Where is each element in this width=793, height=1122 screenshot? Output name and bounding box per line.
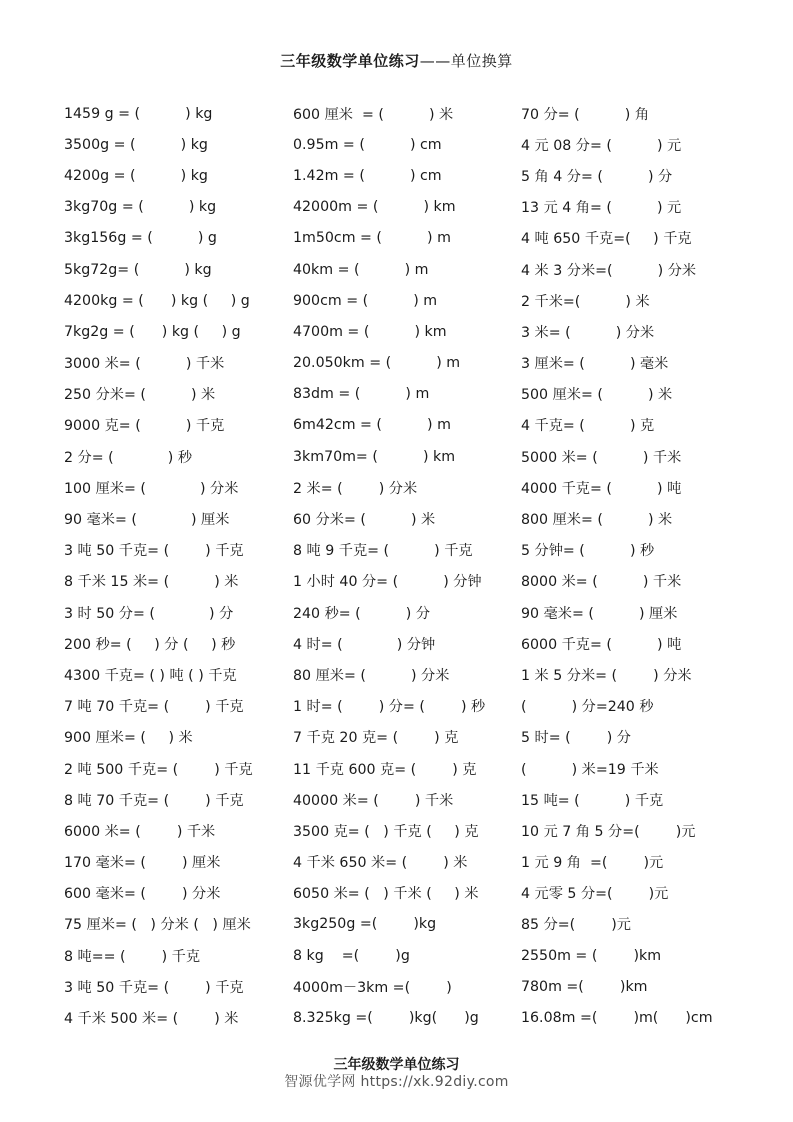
exercise-row <box>64 410 754 441</box>
exercise-row <box>64 503 754 534</box>
title-sub: ——单位换算 <box>419 52 513 70</box>
exercise-item: 1.42m = ( ) cm <box>293 167 442 184</box>
exercise-item: 40000 米= ( ) 千米 <box>293 792 454 809</box>
exercise-item: 13 元 4 角= ( ) 元 <box>521 200 682 217</box>
exercise-row <box>64 129 754 160</box>
exercise-item: 2 千米=( ) 米 <box>521 293 650 310</box>
exercise-item: 3 吨 50 千克= ( ) 千克 <box>64 979 244 996</box>
exercise-row <box>64 472 754 503</box>
exercise-item: 80 厘米= ( ) 分米 <box>293 667 450 684</box>
exercise-row <box>64 878 754 909</box>
exercise-item: 75 厘米= ( ) 分米 ( ) 厘米 <box>64 917 251 934</box>
exercise-row <box>64 1002 754 1033</box>
exercise-row <box>64 285 754 316</box>
exercise-item: 100 厘米= ( ) 分米 <box>64 480 239 497</box>
exercise-row <box>64 628 754 659</box>
exercise-item: 40km = ( ) m <box>293 261 429 278</box>
exercise-item: 5000 米= ( ) 千米 <box>521 449 682 466</box>
exercise-item: 85 分=( )元 <box>521 917 631 934</box>
exercise-item: 200 秒= ( ) 分 ( ) 秒 <box>64 636 236 653</box>
exercise-item: 7kg2g = ( ) kg ( ) g <box>64 323 241 340</box>
exercise-item: 4200kg = ( ) kg ( ) g <box>64 292 250 309</box>
exercise-item: 8 kg =( )g <box>293 947 410 964</box>
exercise-item: 3000 米= ( ) 千米 <box>64 356 225 373</box>
exercise-item: 10 元 7 角 5 分=( )元 <box>521 823 696 840</box>
exercise-item: 8 吨 70 千克= ( ) 千克 <box>64 792 244 809</box>
exercise-item: 4700m = ( ) km <box>293 323 447 340</box>
exercise-item: 11 千克 600 克= ( ) 克 <box>293 761 477 778</box>
exercise-row <box>64 909 754 940</box>
exercise-item: 4 元零 5 分=( )元 <box>521 886 669 903</box>
exercise-row <box>64 160 754 191</box>
exercise-row <box>64 722 754 753</box>
exercise-item: 7 千克 20 克= ( ) 克 <box>293 730 459 747</box>
exercise-item: 170 毫米= ( ) 厘米 <box>64 855 221 872</box>
exercise-row <box>64 691 754 722</box>
exercise-item: 1 元 9 角 =( )元 <box>521 855 664 872</box>
exercise-item: 600 厘米 = ( ) 米 <box>293 106 454 123</box>
exercise-item: 3 厘米= ( ) 毫米 <box>521 356 669 373</box>
exercise-grid <box>64 98 754 1034</box>
exercise-item: 0.95m = ( ) cm <box>293 136 442 153</box>
footer-site: 智源优学网 https://xk.92diy.com <box>284 1074 509 1090</box>
exercise-row <box>64 784 754 815</box>
exercise-item: 4000m－3km =( ) <box>293 979 452 996</box>
exercise-item: 3km70m= ( ) km <box>293 448 456 465</box>
exercise-item: 8 吨== ( ) 千克 <box>64 948 201 965</box>
exercise-item: 20.050km = ( ) m <box>293 355 461 372</box>
exercise-item: 4 元 08 分= ( ) 元 <box>521 137 682 154</box>
exercise-item: 6000 千克= ( ) 吨 <box>521 636 682 653</box>
exercise-item: 4 吨 650 千克=( ) 千克 <box>521 231 692 248</box>
exercise-item: 500 厘米= ( ) 米 <box>521 387 673 404</box>
exercise-item: 5 分钟= ( ) 秒 <box>521 543 655 560</box>
exercise-item: 3kg156g = ( ) g <box>64 230 217 247</box>
exercise-item: 9000 克= ( ) 千克 <box>64 418 225 435</box>
exercise-item: 3500 克= ( ) 千克 ( ) 克 <box>293 823 479 840</box>
exercise-item: 3 吨 50 千克= ( ) 千克 <box>64 543 244 560</box>
exercise-item: 83dm = ( ) m <box>293 386 430 403</box>
exercise-item: ( ) 米=19 千米 <box>521 761 659 778</box>
exercise-item: 2 吨 500 千克= ( ) 千克 <box>64 761 253 778</box>
exercise-row <box>64 223 754 254</box>
exercise-item: 2 米= ( ) 分米 <box>293 480 418 497</box>
exercise-row <box>64 659 754 690</box>
exercise-item: 240 秒= ( ) 分 <box>293 605 431 622</box>
footer-title: 三年级数学单位练习 <box>333 1057 460 1073</box>
exercise-row <box>64 597 754 628</box>
exercise-item: 250 分米= ( ) 米 <box>64 387 216 404</box>
exercise-item: 1 米 5 分米= ( ) 分米 <box>521 667 692 684</box>
exercise-item: 6m42cm = ( ) m <box>293 417 451 434</box>
exercise-item: 42000m = ( ) km <box>293 199 456 216</box>
exercise-item: 4 千克= ( ) 克 <box>521 418 655 435</box>
exercise-item: 5 角 4 分= ( ) 分 <box>521 168 673 185</box>
exercise-item: 780m =( )km <box>521 978 648 995</box>
exercise-row <box>64 379 754 410</box>
exercise-item: 8.325kg =( )kg( )g <box>293 1010 479 1027</box>
exercise-item: 3 时 50 分= ( ) 分 <box>64 605 234 622</box>
exercise-item: 600 毫米= ( ) 分米 <box>64 886 221 903</box>
exercise-item: 8000 米= ( ) 千米 <box>521 574 682 591</box>
exercise-row <box>64 847 754 878</box>
exercise-item: 5 时= ( ) 分 <box>521 730 631 747</box>
exercise-item: 900cm = ( ) m <box>293 292 438 309</box>
exercise-item: 900 厘米= ( ) 米 <box>64 730 193 747</box>
exercise-row <box>64 98 754 129</box>
exercise-item: 1 时= ( ) 分= ( ) 秒 <box>293 699 486 716</box>
exercise-item: 2550m = ( )km <box>521 947 662 964</box>
exercise-item: 90 毫米= ( ) 厘米 <box>64 512 230 529</box>
title-main: 三年级数学单位练习 <box>280 52 420 70</box>
exercise-row <box>64 316 754 347</box>
exercise-item: 8 千米 15 米= ( ) 米 <box>64 574 239 591</box>
exercise-item: 1m50cm = ( ) m <box>293 230 451 247</box>
exercise-row <box>64 192 754 223</box>
exercise-item: 3kg250g =( )kg <box>293 916 437 933</box>
exercise-item: 6000 米= ( ) 千米 <box>64 823 216 840</box>
exercise-row <box>64 566 754 597</box>
exercise-item: 3kg70g = ( ) kg <box>64 199 217 216</box>
exercise-item: 70 分= ( ) 角 <box>521 106 650 123</box>
exercise-item: 1 小时 40 分= ( ) 分钟 <box>293 574 482 591</box>
exercise-item: 60 分米= ( ) 米 <box>293 512 436 529</box>
exercise-row <box>64 971 754 1002</box>
exercise-item: ( ) 分=240 秒 <box>521 699 654 716</box>
exercise-item: 4000 千克= ( ) 吨 <box>521 480 682 497</box>
exercise-item: 4 时= ( ) 分钟 <box>293 636 436 653</box>
exercise-row <box>64 535 754 566</box>
exercise-row <box>64 441 754 472</box>
exercise-item: 15 吨= ( ) 千克 <box>521 792 664 809</box>
exercise-item: 4 米 3 分米=( ) 分米 <box>521 262 697 279</box>
exercise-item: 6050 米= ( ) 千米 ( ) 米 <box>293 886 479 903</box>
exercise-item: 7 吨 70 千克= ( ) 千克 <box>64 699 244 716</box>
page-title <box>0 50 793 71</box>
exercise-row <box>64 254 754 285</box>
exercise-item: 90 毫米= ( ) 厘米 <box>521 605 678 622</box>
exercise-item: 1459 g = ( ) kg <box>64 105 213 122</box>
exercise-item: 3500g = ( ) kg <box>64 136 208 153</box>
exercise-item: 3 米= ( ) 分米 <box>521 324 655 341</box>
exercise-item: 2 分= ( ) 秒 <box>64 449 193 466</box>
exercise-item: 5kg72g= ( ) kg <box>64 261 212 278</box>
exercise-item: 16.08m =( )m( )cm <box>521 1010 713 1027</box>
exercise-row <box>64 815 754 846</box>
exercise-row <box>64 940 754 971</box>
exercise-row <box>64 348 754 379</box>
exercise-item: 4200g = ( ) kg <box>64 167 208 184</box>
exercise-item: 8 吨 9 千克= ( ) 千克 <box>293 543 473 560</box>
exercise-item: 800 厘米= ( ) 米 <box>521 512 673 529</box>
exercise-row <box>64 753 754 784</box>
exercise-item: 4 千米 650 米= ( ) 米 <box>293 855 468 872</box>
exercise-item: 4300 千克= ( ) 吨 ( ) 千克 <box>64 667 237 684</box>
exercise-item: 4 千米 500 米= ( ) 米 <box>64 1011 239 1028</box>
